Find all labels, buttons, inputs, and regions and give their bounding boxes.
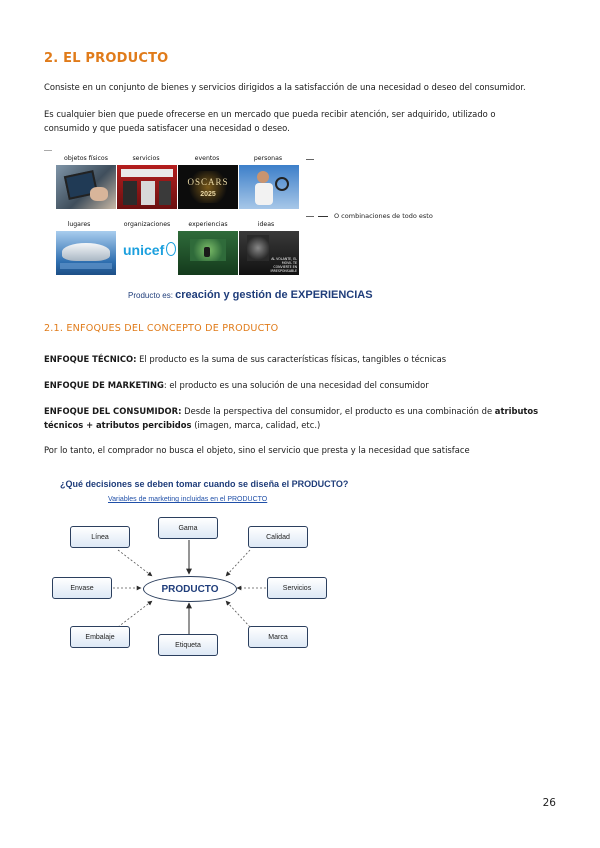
enfoque-consumidor-attributes: atributos técnicos + atributos percibidos — [44, 406, 539, 430]
label-ideas: ideas — [257, 221, 275, 228]
node-marca: Marca — [248, 626, 308, 648]
node-servicios: Servicios — [267, 577, 327, 599]
experiences-prefix: Producto es: — [128, 291, 176, 300]
ideas-campaign-photo: AL VOLANTE, EL MÓVIL TE CONVIERTE EN IRRESPONSABLE — [239, 231, 299, 275]
node-gama: Gama — [158, 517, 218, 539]
diagram-title: ¿Qué decisiones se deben tomar cuando se diseña el PRODUCTO? — [60, 479, 349, 489]
enfoque-marketing-label: ENFOQUE DE MARKETING — [44, 380, 164, 390]
node-etiqueta: Etiqueta — [158, 634, 218, 656]
page-number: 26 — [542, 797, 556, 809]
unicef-logo: unicef — [117, 231, 177, 275]
definition-paragraph: Consiste en un conjunto de bienes y servicios dirigidos a la satisfacción de una necesidad o deseo del consumidor. — [44, 82, 526, 92]
combinations-note: O combinaciones de todo esto — [318, 212, 433, 220]
node-producto: PRODUCTO — [143, 576, 237, 602]
conclusion-paragraph: Por lo tanto, el comprador no busca el objeto, sino el servicio que presta y la necesidad que satisface — [44, 445, 470, 455]
label-organizaciones: organizaciones — [123, 221, 171, 228]
enfoque-marketing-text: : el producto es una solución de una necesidad del consumidor — [163, 380, 429, 390]
node-linea: Línea — [70, 526, 130, 548]
enfoque-tecnico-label: ENFOQUE TÉCNICO: — [44, 354, 137, 364]
experiences-highlight: creación y gestión de EXPERIENCIAS — [175, 289, 373, 301]
subsection-heading: 2.1. ENFOQUES DEL CONCEPTO DE PRODUCTO — [44, 323, 279, 334]
enfoque-consumidor-examples: (imagen, marca, calidad, etc.) — [191, 420, 321, 430]
diagram-subtitle: Variables de marketing incluidas en el PRODUCTO — [108, 496, 268, 503]
oscars-photo: OSCARS 2025 — [178, 165, 238, 209]
label-personas: personas — [253, 155, 283, 162]
node-envase: Envase — [52, 577, 112, 599]
node-embalaje: Embalaje — [70, 626, 130, 648]
label-experiencias: experiencias — [188, 221, 228, 228]
enfoque-tecnico-text: El producto es la suma de sus características físicas, tangibles o técnicas — [136, 354, 447, 364]
node-calidad: Calidad — [248, 526, 308, 548]
label-lugares: lugares — [67, 221, 91, 228]
label-servicios: servicios — [132, 155, 160, 162]
description-paragraph: Es cualquier bien que puede ofrecerse en un mercado que pueda recibir atención, ser adquirido, utilizado o consumido y que pueda satisfacer una necesidad o deseo. — [44, 109, 496, 133]
enfoque-consumidor-text: Desde la perspectiva del consumidor, el producto es una combinación de — [181, 406, 495, 416]
section-heading: 2. EL PRODUCTO — [44, 51, 169, 66]
label-objetos-fisicos: objetos físicos — [64, 155, 108, 162]
label-eventos: eventos — [194, 155, 220, 162]
enfoque-consumidor-label: ENFOQUE DEL CONSUMIDOR: — [44, 406, 182, 416]
